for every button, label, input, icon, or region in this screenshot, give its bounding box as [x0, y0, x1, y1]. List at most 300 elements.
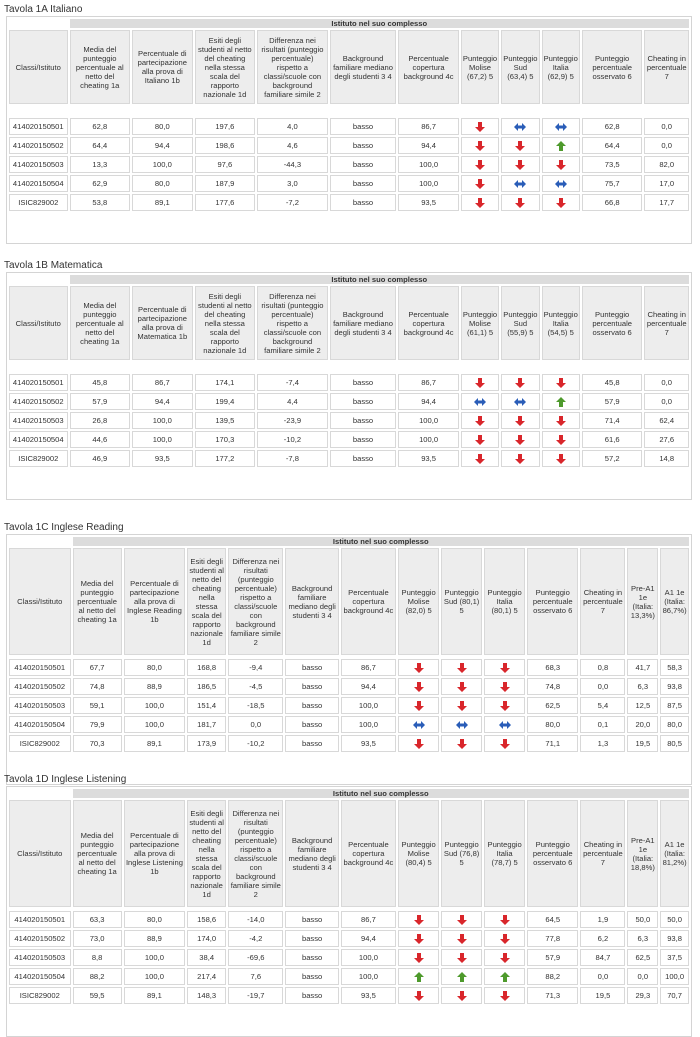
down-arrow-icon	[499, 739, 511, 748]
table-cell: basso	[285, 911, 338, 928]
down-arrow-icon	[555, 454, 567, 463]
trend-cell	[398, 968, 439, 985]
table-cell: 59,1	[73, 697, 122, 714]
table-cell: 94,4	[132, 137, 193, 154]
table-cell: 94,4	[341, 930, 396, 947]
table-cell: 6,3	[627, 930, 658, 947]
table-cell: 89,1	[124, 987, 186, 1004]
column-header: Differenza nei risultati (punteggio percentuale) rispetto a classi/scuole con background familiare simile 2	[257, 30, 328, 104]
table-row	[9, 949, 689, 966]
trend-cell	[542, 175, 580, 192]
down-arrow-icon	[456, 915, 468, 924]
table-cell: 50,0	[660, 911, 689, 928]
down-arrow-icon	[474, 378, 486, 387]
table-cell: 93,5	[341, 987, 396, 1004]
results-table	[7, 17, 691, 213]
trend-cell	[542, 118, 580, 135]
trend-cell	[398, 716, 439, 733]
blank-corner	[9, 19, 68, 28]
table-cell: 100,0	[132, 412, 193, 429]
trend-cell	[441, 930, 482, 947]
row-label: 414020150504	[9, 716, 71, 733]
trend-cell	[542, 194, 580, 211]
down-arrow-icon	[555, 198, 567, 207]
row-label: 414020150502	[9, 678, 71, 695]
table-cell: 198,6	[195, 137, 256, 154]
trend-cell	[398, 949, 439, 966]
trend-cell	[398, 678, 439, 695]
table-cell: 74,8	[73, 678, 122, 695]
table-cell: 1,9	[580, 911, 625, 928]
column-header: Punteggio Molise (61,1) 5	[461, 286, 499, 360]
down-arrow-icon	[514, 378, 526, 387]
table-cell: 97,6	[195, 156, 256, 173]
down-arrow-icon	[555, 416, 567, 425]
table-cell: 174,1	[195, 374, 256, 391]
table-cell: 100,0	[124, 968, 186, 985]
table-cell: 63,3	[73, 911, 122, 928]
table-cell: -10,2	[257, 431, 328, 448]
trend-cell	[441, 678, 482, 695]
table-cell: -44,3	[257, 156, 328, 173]
table-row	[9, 194, 689, 211]
trend-cell	[501, 412, 539, 429]
table-cell: 86,7	[398, 374, 459, 391]
table-row	[9, 930, 689, 947]
table-cell: 88,9	[124, 930, 186, 947]
trend-cell	[484, 930, 525, 947]
column-header: Punteggio Sud (63,4) 5	[501, 30, 539, 104]
trend-cell	[501, 450, 539, 467]
table-cell: 71,4	[582, 412, 643, 429]
trend-cell	[441, 987, 482, 1004]
table-row	[9, 393, 689, 410]
column-header: Punteggio Sud (80,1) 5	[441, 548, 482, 655]
double-arrow-icon	[499, 720, 511, 729]
table-cell: 82,0	[644, 156, 689, 173]
column-header: A1 1e (Italia: 86,7%)	[660, 548, 689, 655]
column-header: Percentuale di partecipazione alla prova di Matematica 1b	[132, 286, 193, 360]
table-cell: 0,0	[644, 137, 689, 154]
table-cell: 100,0	[132, 431, 193, 448]
down-arrow-icon	[499, 934, 511, 943]
table-footer-space	[7, 469, 691, 499]
table-cell: 62,5	[527, 697, 578, 714]
results-table	[7, 787, 691, 1006]
table-cell: 100,0	[124, 697, 186, 714]
table-cell: 148,3	[187, 987, 226, 1004]
table-cell: basso	[330, 175, 397, 192]
table-cell: 100,0	[398, 412, 459, 429]
down-arrow-icon	[474, 179, 486, 188]
down-arrow-icon	[413, 915, 425, 924]
down-arrow-icon	[514, 141, 526, 150]
table-cell: basso	[285, 735, 338, 752]
column-header: Percentuale di partecipazione alla prova di Italiano 1b	[132, 30, 193, 104]
trend-cell	[441, 911, 482, 928]
table-cell: 93,8	[660, 678, 689, 695]
down-arrow-icon	[413, 934, 425, 943]
table-cell: 27,6	[644, 431, 689, 448]
table-cell: 0,0	[644, 393, 689, 410]
table-cell: 67,7	[73, 659, 122, 676]
double-arrow-icon	[514, 179, 526, 188]
column-header: Percentuale copertura background 4c	[341, 800, 396, 907]
table-cell: basso	[330, 412, 397, 429]
table-cell: 57,9	[70, 393, 131, 410]
table-cell: 93,5	[132, 450, 193, 467]
table-cell: 88,2	[527, 968, 578, 985]
double-arrow-icon	[474, 397, 486, 406]
table-cell: 73,0	[73, 930, 122, 947]
table-cell: 80,0	[124, 659, 186, 676]
table-cell: 1,3	[580, 735, 625, 752]
column-header: Punteggio Molise (67,2) 5	[461, 30, 499, 104]
trend-cell	[461, 450, 499, 467]
trend-cell	[441, 659, 482, 676]
column-header: Punteggio Sud (76,8) 5	[441, 800, 482, 907]
trend-cell	[461, 156, 499, 173]
group-header: Istituto nel suo complesso	[73, 789, 690, 798]
trend-cell	[461, 175, 499, 192]
trend-cell	[484, 968, 525, 985]
table-cell: 86,7	[398, 118, 459, 135]
table-cell: 93,5	[398, 450, 459, 467]
table-cell: 100,0	[124, 716, 186, 733]
column-header: Punteggio percentuale osservato 6	[582, 30, 643, 104]
down-arrow-icon	[474, 122, 486, 131]
down-arrow-icon	[456, 701, 468, 710]
column-header: Background familiare mediano degli studenti 3 4	[285, 800, 338, 907]
table-cell: 100,0	[341, 949, 396, 966]
table-cell: 93,5	[341, 735, 396, 752]
table-cell: basso	[285, 987, 338, 1004]
table-row	[9, 450, 689, 467]
table-cell: basso	[285, 716, 338, 733]
blank-corner	[9, 789, 71, 798]
row-label: 414020150501	[9, 659, 71, 676]
table-cell: 62,9	[70, 175, 131, 192]
table-cell: 170,3	[195, 431, 256, 448]
table-cell: 100,0	[398, 156, 459, 173]
table-cell: 0,8	[580, 659, 625, 676]
table-cell: 0,0	[644, 374, 689, 391]
down-arrow-icon	[499, 953, 511, 962]
row-label: ISIC829002	[9, 194, 68, 211]
table-cell: 46,9	[70, 450, 131, 467]
trend-cell	[398, 697, 439, 714]
down-arrow-icon	[474, 416, 486, 425]
column-header: Percentuale copertura background 4c	[398, 30, 459, 104]
down-arrow-icon	[413, 663, 425, 672]
column-header: Pre-A1 1e (Italia: 13,3%)	[627, 548, 658, 655]
table-cell: 197,6	[195, 118, 256, 135]
row-label: 414020150503	[9, 156, 68, 173]
table-cell: 64,4	[70, 137, 131, 154]
table-cell: 168,8	[187, 659, 226, 676]
table-cell: basso	[330, 194, 397, 211]
table-row	[9, 156, 689, 173]
row-label: ISIC829002	[9, 735, 71, 752]
column-header: Esiti degli studenti al netto del cheating nella stessa scala del rapporto nazionale 1d	[195, 286, 256, 360]
table-frame	[6, 16, 692, 244]
table-cell: 6,2	[580, 930, 625, 947]
table-cell: 181,7	[187, 716, 226, 733]
table-cell: 66,8	[582, 194, 643, 211]
trend-cell	[501, 431, 539, 448]
column-header: Media del punteggio percentuale al netto del cheating 1a	[70, 30, 131, 104]
trend-cell	[484, 716, 525, 733]
row-label: 414020150502	[9, 137, 68, 154]
table-cell: 4,0	[257, 118, 328, 135]
row-label: 414020150504	[9, 968, 71, 985]
column-header: Cheating in percentuale 7	[644, 30, 689, 104]
up-arrow-icon	[413, 972, 425, 981]
table-cell: 19,5	[580, 987, 625, 1004]
row-label: 414020150502	[9, 930, 71, 947]
table-cell: basso	[330, 450, 397, 467]
table-cell: -23,9	[257, 412, 328, 429]
table-row	[9, 137, 689, 154]
blank-corner	[9, 275, 68, 284]
row-separator	[9, 106, 689, 116]
table-cell: 0,0	[580, 968, 625, 985]
trend-cell	[542, 450, 580, 467]
column-header: Percentuale di partecipazione alla prova di Inglese Reading 1b	[124, 548, 186, 655]
up-arrow-icon	[555, 141, 567, 150]
row-label: 414020150502	[9, 393, 68, 410]
down-arrow-icon	[499, 701, 511, 710]
table-cell: 6,3	[627, 678, 658, 695]
table-cell: 68,3	[527, 659, 578, 676]
table-frame	[6, 786, 692, 1037]
table-cell: 26,8	[70, 412, 131, 429]
table-cell: 7,6	[228, 968, 283, 985]
column-header: Punteggio percentuale osservato 6	[527, 548, 578, 655]
table-cell: 199,4	[195, 393, 256, 410]
down-arrow-icon	[555, 160, 567, 169]
row-label: 414020150501	[9, 118, 68, 135]
column-header: Punteggio Italia (54,5) 5	[542, 286, 580, 360]
down-arrow-icon	[413, 701, 425, 710]
table-cell: 59,5	[73, 987, 122, 1004]
table-cell: -4,2	[228, 930, 283, 947]
table-row	[9, 735, 689, 752]
table-cell: 94,4	[398, 137, 459, 154]
column-header: Punteggio Molise (82,0) 5	[398, 548, 439, 655]
table-row	[9, 968, 689, 985]
double-arrow-icon	[555, 179, 567, 188]
table-cell: basso	[285, 659, 338, 676]
double-arrow-icon	[514, 122, 526, 131]
table-cell: 64,5	[527, 911, 578, 928]
table-cell: 62,8	[70, 118, 131, 135]
table-cell: 19,5	[627, 735, 658, 752]
table-footer-space	[7, 1006, 691, 1036]
table-row	[9, 911, 689, 928]
trend-cell	[441, 735, 482, 752]
trend-cell	[461, 412, 499, 429]
table-cell: 0,1	[580, 716, 625, 733]
column-header: Punteggio Italia (80,1) 5	[484, 548, 525, 655]
table-cell: 87,5	[660, 697, 689, 714]
group-header: Istituto nel suo complesso	[70, 19, 689, 28]
table-frame	[6, 272, 692, 500]
table-cell: 17,7	[644, 194, 689, 211]
trend-cell	[398, 659, 439, 676]
table-cell: basso	[285, 678, 338, 695]
table-cell: 86,7	[132, 374, 193, 391]
section-title: Tavola 1B Matematica	[4, 260, 103, 271]
trend-cell	[461, 431, 499, 448]
trend-cell	[461, 118, 499, 135]
double-arrow-icon	[555, 122, 567, 131]
table-cell: 174,0	[187, 930, 226, 947]
table-cell: 62,8	[582, 118, 643, 135]
down-arrow-icon	[514, 198, 526, 207]
up-arrow-icon	[555, 397, 567, 406]
column-header: A1 1e (Italia: 81,2%)	[660, 800, 689, 907]
table-cell: 41,7	[627, 659, 658, 676]
trend-cell	[484, 678, 525, 695]
column-header: Classi/Istituto	[9, 30, 68, 104]
column-header: Differenza nei risultati (punteggio percentuale) rispetto a classi/scuole con background familiare simile 2	[228, 548, 283, 655]
up-arrow-icon	[456, 972, 468, 981]
table-row	[9, 374, 689, 391]
section-title: Tavola 1D Inglese Listening	[4, 774, 127, 785]
column-header: Esiti degli studenti al netto del cheating nella stessa scala del rapporto nazionale 1d	[187, 800, 226, 907]
down-arrow-icon	[499, 682, 511, 691]
table-cell: -14,0	[228, 911, 283, 928]
table-cell: 4,6	[257, 137, 328, 154]
trend-cell	[461, 137, 499, 154]
column-header: Cheating in percentuale 7	[644, 286, 689, 360]
trend-cell	[501, 194, 539, 211]
group-header: Istituto nel suo complesso	[73, 537, 690, 546]
trend-cell	[501, 393, 539, 410]
table-cell: 57,9	[582, 393, 643, 410]
table-cell: basso	[285, 968, 338, 985]
trend-cell	[542, 412, 580, 429]
table-cell: 173,9	[187, 735, 226, 752]
table-frame	[6, 534, 692, 785]
column-header: Cheating in percentuale 7	[580, 548, 625, 655]
table-cell: 58,3	[660, 659, 689, 676]
down-arrow-icon	[474, 198, 486, 207]
trend-cell	[501, 137, 539, 154]
table-cell: -19,7	[228, 987, 283, 1004]
column-header: Media del punteggio percentuale al netto del cheating 1a	[73, 800, 122, 907]
trend-cell	[441, 697, 482, 714]
table-cell: basso	[285, 697, 338, 714]
column-header: Classi/Istituto	[9, 286, 68, 360]
table-cell: -9,4	[228, 659, 283, 676]
table-section	[0, 259, 700, 500]
table-cell: basso	[330, 393, 397, 410]
table-cell: 20,0	[627, 716, 658, 733]
table-cell: basso	[285, 949, 338, 966]
table-cell: 93,5	[398, 194, 459, 211]
table-row	[9, 118, 689, 135]
table-cell: 94,4	[341, 678, 396, 695]
table-cell: 5,4	[580, 697, 625, 714]
table-cell: 93,8	[660, 930, 689, 947]
table-cell: 80,0	[660, 716, 689, 733]
table-cell: 100,0	[660, 968, 689, 985]
trend-cell	[441, 949, 482, 966]
table-cell: basso	[330, 431, 397, 448]
table-cell: 77,8	[527, 930, 578, 947]
table-cell: -10,2	[228, 735, 283, 752]
table-cell: 73,5	[582, 156, 643, 173]
table-section	[0, 521, 700, 785]
table-cell: -18,5	[228, 697, 283, 714]
down-arrow-icon	[474, 435, 486, 444]
double-arrow-icon	[456, 720, 468, 729]
trend-cell	[398, 987, 439, 1004]
table-cell: 100,0	[341, 697, 396, 714]
table-cell: 94,4	[132, 393, 193, 410]
down-arrow-icon	[413, 953, 425, 962]
column-header: Background familiare mediano degli studenti 3 4	[330, 286, 397, 360]
column-header: Media del punteggio percentuale al netto del cheating 1a	[70, 286, 131, 360]
table-cell: 38,4	[187, 949, 226, 966]
table-cell: 80,0	[132, 118, 193, 135]
down-arrow-icon	[456, 663, 468, 672]
table-cell: 186,5	[187, 678, 226, 695]
column-header: Esiti degli studenti al netto del cheating nella stessa scala del rapporto nazionale 1d	[187, 548, 226, 655]
table-cell: 71,3	[527, 987, 578, 1004]
trend-cell	[461, 374, 499, 391]
table-row	[9, 659, 689, 676]
table-cell: 84,7	[580, 949, 625, 966]
table-footer-space	[7, 213, 691, 243]
table-cell: 86,7	[341, 911, 396, 928]
row-label: 414020150501	[9, 374, 68, 391]
trend-cell	[441, 716, 482, 733]
trend-cell	[484, 659, 525, 676]
trend-cell	[398, 911, 439, 928]
table-cell: 57,9	[527, 949, 578, 966]
table-cell: basso	[285, 930, 338, 947]
down-arrow-icon	[499, 991, 511, 1000]
trend-cell	[542, 431, 580, 448]
row-separator	[9, 362, 689, 372]
row-label: 414020150503	[9, 412, 68, 429]
table-cell: 100,0	[398, 431, 459, 448]
down-arrow-icon	[456, 953, 468, 962]
table-row	[9, 678, 689, 695]
table-cell: -7,8	[257, 450, 328, 467]
table-cell: -4,5	[228, 678, 283, 695]
table-cell: basso	[330, 374, 397, 391]
table-cell: 151,4	[187, 697, 226, 714]
table-row	[9, 175, 689, 192]
table-cell: 37,5	[660, 949, 689, 966]
column-header: Cheating in percentuale 7	[580, 800, 625, 907]
row-label: 414020150504	[9, 431, 68, 448]
table-row	[9, 716, 689, 733]
down-arrow-icon	[514, 160, 526, 169]
table-cell: 70,3	[73, 735, 122, 752]
table-cell: 88,2	[73, 968, 122, 985]
column-header: Media del punteggio percentuale al netto del cheating 1a	[73, 548, 122, 655]
table-cell: 80,5	[660, 735, 689, 752]
trend-cell	[542, 393, 580, 410]
down-arrow-icon	[413, 991, 425, 1000]
down-arrow-icon	[413, 682, 425, 691]
table-row	[9, 412, 689, 429]
